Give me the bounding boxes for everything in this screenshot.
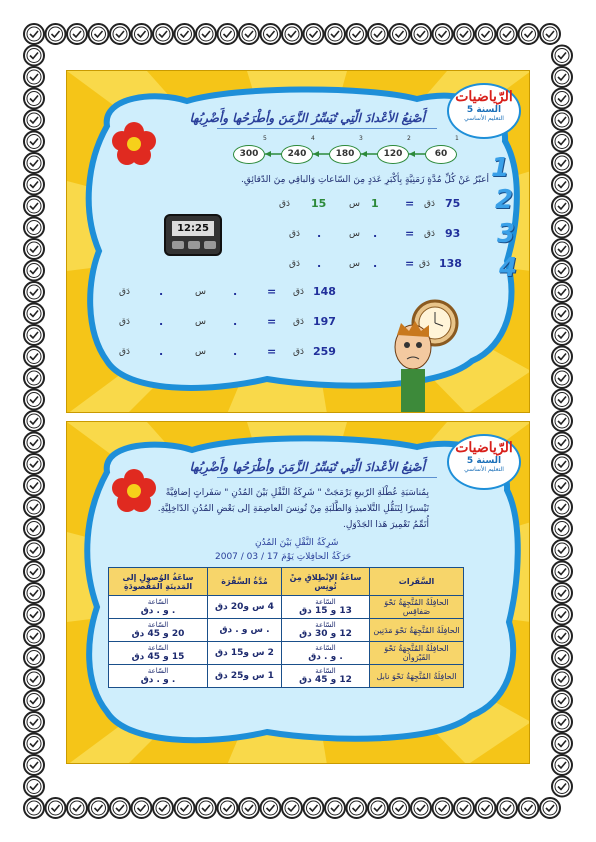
check-circle-icon	[24, 132, 44, 152]
chain-value: 60	[425, 145, 457, 164]
table-row	[109, 596, 464, 619]
check-circle-icon	[24, 390, 44, 410]
check-circle-icon	[552, 89, 572, 109]
chain-index: 5	[263, 135, 267, 142]
check-circle-icon	[24, 605, 44, 625]
chain-index: 2	[407, 135, 411, 142]
chain-value: 120	[377, 145, 409, 164]
check-circle-icon	[368, 24, 388, 44]
check-circle-icon	[390, 24, 410, 44]
check-circle-icon	[552, 218, 572, 238]
step-number: 3	[497, 219, 516, 249]
check-circle-icon	[282, 798, 302, 818]
year-label: السنة 5	[466, 456, 502, 466]
check-circle-icon	[24, 669, 44, 689]
check-circle-icon	[110, 798, 130, 818]
table-header: مُدَّةُ السَّفْرَة	[208, 568, 282, 596]
check-circle-icon	[261, 798, 281, 818]
check-circle-icon	[552, 454, 572, 474]
check-circle-icon	[433, 798, 453, 818]
company-name: شَرِكَةُ النَّقْلِ بَيْنَ المُدُنِ	[255, 538, 339, 548]
duration-cell[interactable]: 1 س و25 دق	[208, 665, 282, 688]
check-circle-icon	[24, 239, 44, 259]
intro-line: أُتَمِّمُ تَعْمِيرَ هَذا الجَدْوَلِ.	[342, 520, 429, 530]
check-circle-icon	[24, 497, 44, 517]
step-number: 2	[495, 185, 514, 215]
check-circle-icon	[46, 798, 66, 818]
schedule-caption: حَرَكَةُ الحافِلاتِ يَوْمَ 17 / 03 / 2007	[215, 552, 352, 562]
check-circle-icon	[552, 540, 572, 560]
check-circle-icon	[24, 347, 44, 367]
subject-label: الرّياضيات	[455, 89, 513, 105]
conversion-chain	[233, 135, 473, 167]
level-label: التعليم الأساسي	[464, 466, 504, 473]
check-circle-icon	[552, 497, 572, 517]
arrival-cell[interactable]: السّاعة . و . دق	[109, 596, 208, 619]
check-circle-icon	[347, 24, 367, 44]
step-number: 1	[491, 153, 510, 183]
check-circle-icon	[24, 110, 44, 130]
table-row	[109, 642, 464, 665]
check-circle-icon	[24, 304, 44, 324]
check-circle-icon	[497, 24, 517, 44]
check-circle-icon	[282, 24, 302, 44]
check-circle-icon	[24, 519, 44, 539]
flower-icon	[111, 121, 157, 167]
check-circle-icon	[476, 24, 496, 44]
subject-label: الرّياضيات	[455, 440, 513, 456]
check-circle-icon	[433, 24, 453, 44]
check-circle-icon	[552, 411, 572, 431]
check-circle-icon	[24, 691, 44, 711]
check-circle-icon	[552, 67, 572, 87]
route-cell: الحافِلَةُ المُتَّجِهَةُ نَحْوَ نابل	[370, 665, 464, 688]
check-circle-icon	[552, 626, 572, 646]
check-circle-icon	[304, 798, 324, 818]
check-circle-icon	[552, 476, 572, 496]
boy-with-clock-illustration	[389, 293, 459, 413]
check-circle-icon	[132, 798, 152, 818]
subject-badge	[447, 434, 521, 490]
chain-value: 180	[329, 145, 361, 164]
check-circle-icon	[24, 562, 44, 582]
table-row	[109, 619, 464, 642]
check-circle-icon	[519, 798, 539, 818]
check-circle-icon	[411, 798, 431, 818]
chain-index: 4	[311, 135, 315, 142]
page-title: أَصْنِعُ الأعْدادَ الّتِي تُيَسِّرُ الزَّمَنَ وأطْرَحُها وأَضْرِبُها	[189, 111, 425, 125]
check-circle-icon	[110, 24, 130, 44]
check-circle-icon	[552, 196, 572, 216]
check-circle-icon	[24, 89, 44, 109]
check-circle-icon	[552, 712, 572, 732]
check-circle-icon	[552, 46, 572, 66]
check-circle-icon	[153, 24, 173, 44]
check-circle-icon	[67, 798, 87, 818]
route-cell: الحافِلَةُ المُتَّجِهَةُ نَحْوَ القَيْرَوان	[370, 642, 464, 665]
check-circle-icon	[24, 777, 44, 797]
check-circle-icon	[476, 798, 496, 818]
check-circle-icon	[24, 175, 44, 195]
table-header: ساعَةُ الإنْطِلاقِ مِنْ تُونِس	[282, 568, 370, 596]
check-circle-icon	[175, 798, 195, 818]
check-circle-icon	[89, 798, 109, 818]
check-circle-icon	[304, 24, 324, 44]
check-circle-icon	[552, 562, 572, 582]
check-circle-icon	[24, 67, 44, 87]
check-circle-icon	[24, 368, 44, 388]
check-circle-icon	[24, 626, 44, 646]
check-circle-icon	[552, 304, 572, 324]
check-circle-icon	[24, 648, 44, 668]
title-underline	[217, 477, 437, 478]
check-circle-icon	[24, 454, 44, 474]
check-circle-icon	[552, 347, 572, 367]
check-circle-icon	[552, 110, 572, 130]
chain-index: 3	[359, 135, 363, 142]
check-circle-icon	[454, 24, 474, 44]
table-header: ساعَةُ الوُصولِ إلى المَدينَةِ المَقْصودَةِ	[109, 568, 208, 596]
check-circle-icon	[519, 24, 539, 44]
check-circle-icon	[552, 132, 572, 152]
check-circle-icon	[175, 24, 195, 44]
check-circle-icon	[24, 218, 44, 238]
check-circle-icon	[552, 282, 572, 302]
check-circle-icon	[552, 777, 572, 797]
check-circle-icon	[218, 798, 238, 818]
check-circle-icon	[411, 24, 431, 44]
check-circle-icon	[552, 175, 572, 195]
check-circle-icon	[368, 798, 388, 818]
instruction-text: أعبّرُ عَنْ كُلِّ مُدَّةٍ زَمَنِيَّةٍ بِأكْبَرِ عَدَدٍ مِنَ السّاعاتِ وَالباقِي مِنَ الدّقائِقِ.	[240, 175, 489, 185]
check-circle-icon	[24, 411, 44, 431]
duration-cell[interactable]: 2 س و15 دق	[208, 642, 282, 665]
check-circle-icon	[67, 24, 87, 44]
chain-index: 1	[455, 135, 459, 142]
check-circle-icon	[24, 46, 44, 66]
duration-cell[interactable]: . س و . دق	[208, 619, 282, 642]
check-circle-icon	[552, 368, 572, 388]
check-circle-icon	[552, 648, 572, 668]
check-circle-icon	[24, 798, 44, 818]
check-circle-icon	[24, 24, 44, 44]
digital-clock-icon	[164, 214, 222, 256]
check-circle-icon	[196, 798, 216, 818]
check-circle-icon	[132, 24, 152, 44]
arrival-cell[interactable]: السّاعة 20 و 45 دق	[109, 619, 208, 642]
exercise-card-bottom	[66, 421, 530, 764]
chain-value: 240	[281, 145, 313, 164]
check-circle-icon	[46, 24, 66, 44]
check-circle-icon	[24, 583, 44, 603]
check-circle-icon	[24, 755, 44, 775]
duration-cell[interactable]: 4 س و20 دق	[208, 596, 282, 619]
check-circle-icon	[552, 583, 572, 603]
check-circle-icon	[218, 24, 238, 44]
check-circle-icon	[552, 691, 572, 711]
check-circle-icon	[552, 239, 572, 259]
check-circle-icon	[24, 261, 44, 281]
departure-cell[interactable]: السّاعة 12 و 30 دق	[282, 619, 370, 642]
check-circle-icon	[24, 433, 44, 453]
check-circle-icon	[497, 798, 517, 818]
table-row	[109, 665, 464, 688]
step-number: 4	[499, 253, 518, 283]
arrival-cell[interactable]: السّاعة . و . دق	[109, 665, 208, 688]
check-circle-icon	[153, 798, 173, 818]
check-circle-icon	[24, 734, 44, 754]
check-circle-icon	[552, 519, 572, 539]
check-circle-icon	[552, 390, 572, 410]
check-circle-icon	[552, 261, 572, 281]
check-circle-icon	[24, 712, 44, 732]
intro-line: بِمُناسَبَةِ عُطْلَةِ الرّبيعِ بَرْمَجَتْ " شَرِكَةُ النَّقْلِ بَيْنَ المُدُنِ " سَفَراتٍ إضافِيَّةً	[165, 488, 429, 498]
check-circle-icon	[196, 24, 216, 44]
check-circle-icon	[24, 540, 44, 560]
departure-cell[interactable]: السّاعة . و . دق	[282, 642, 370, 665]
check-circle-icon	[552, 669, 572, 689]
intro-line: تَيْسيرًا لِتَنَقُّلِ التَّلاميذِ وَالطَّلَبَةِ مِنْ تُونِسَ العاصِمَةِ إلى بَعْضِ المُدُنِ الدّاخِلِيَّةِ.	[157, 504, 429, 514]
check-circle-icon	[454, 798, 474, 818]
subject-badge	[447, 83, 521, 139]
check-circle-icon	[325, 24, 345, 44]
check-circle-icon	[347, 798, 367, 818]
chain-value: 300	[233, 145, 265, 164]
check-circle-icon	[552, 755, 572, 775]
check-circle-icon	[552, 325, 572, 345]
check-circle-icon	[239, 798, 259, 818]
table-header: السَّفَرات	[370, 568, 464, 596]
check-circle-icon	[325, 798, 345, 818]
level-label: التعليم الأساسي	[464, 115, 504, 122]
check-circle-icon	[552, 605, 572, 625]
check-circle-icon	[540, 24, 560, 44]
flower-icon	[111, 468, 157, 514]
check-circle-icon	[24, 196, 44, 216]
arrival-cell[interactable]: السّاعة 15 و 45 دق	[109, 642, 208, 665]
table-header-row	[109, 568, 464, 596]
check-circle-icon	[540, 798, 560, 818]
route-cell: الحافِلَةُ المُتَّجِهَةُ نَحْوَ مَدَنِين	[370, 619, 464, 642]
check-circle-icon	[261, 24, 281, 44]
check-circle-icon	[552, 153, 572, 173]
check-circle-icon	[239, 24, 259, 44]
bus-schedule-table	[108, 567, 464, 688]
route-cell: الحافِلَةُ المُتَّجِهَةُ نَحْوَ صَفاقِس	[370, 596, 464, 619]
departure-cell[interactable]: السّاعة 13 و 15 دق	[282, 596, 370, 619]
check-circle-icon	[552, 433, 572, 453]
check-circle-icon	[24, 153, 44, 173]
check-circle-icon	[89, 24, 109, 44]
page-title: أَصْنِعُ الأعْدادَ الّتِي تُيَسِّرُ الزَّمَنَ وأطْرَحُها وأَضْرِبُها	[189, 460, 425, 474]
year-label: السنة 5	[466, 105, 502, 115]
check-circle-icon	[552, 734, 572, 754]
check-circle-icon	[24, 325, 44, 345]
clock-display: 12:25	[172, 221, 214, 236]
check-circle-icon	[24, 282, 44, 302]
check-circle-icon	[390, 798, 410, 818]
title-underline	[217, 128, 437, 129]
check-circle-icon	[24, 476, 44, 496]
departure-cell[interactable]: السّاعة 12 و 45 دق	[282, 665, 370, 688]
exercise-card-top: الرّياضيات السنة 5 التعليم الأساسي أَصْنِعُ الأعْدادَ الّتِي تُيَسِّرُ الزَّمَنَ وأطْرَحُها وأَضْرِبُها 300 240 180 120 60 5 4 3 2 1 أعبّرُ عَنْ كُلِّ مُدَّةٍ زَمَنِيَّةٍ بِأكْبَرِ عَدَدٍ مِنَ السّاعاتِ وَالباقِي مِنَ الدّقائِقِ. 1 2 3 4 12:25 75 دَق = 1 س 15 دَق 93 دَق = . س . دَق 138 دَق = . س . دَق 148 دَق = . س . دَق 197 دَق = . س . دَق 259 دَق = . س . دَق	[66, 70, 530, 413]
